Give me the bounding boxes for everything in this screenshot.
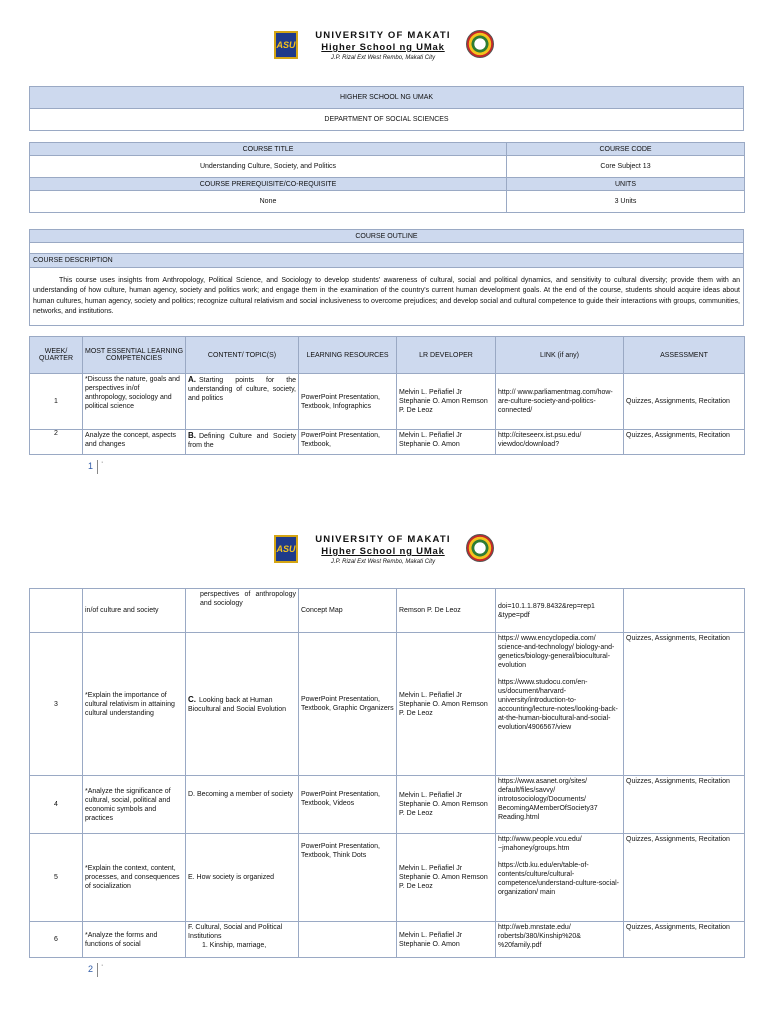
umak-seal-logo <box>466 534 494 562</box>
assessment-cell: Quizzes, Assignments, Recitation <box>624 776 745 834</box>
course-info-table <box>29 142 745 213</box>
resources-cell: PowerPoint Presentation, Textbook, Think Dots <box>299 834 397 922</box>
prereq-value: None <box>30 191 507 213</box>
asu-logo: ASU <box>274 31 298 59</box>
developer-cell: Melvin L. Peñafiel Jr Stephanie O. Amon Remson P. De Leoz <box>397 834 496 922</box>
col-assessment: ASSESSMENT <box>624 337 745 374</box>
table-row <box>30 922 745 958</box>
content-cell <box>186 633 299 776</box>
school-name: Higher School ng UMak <box>321 546 445 557</box>
outline-table-page-1 <box>29 336 745 455</box>
week-cell: 1 <box>30 374 83 430</box>
university-name: UNIVERSITY OF MAKATI <box>315 534 451 545</box>
units-label: UNITS <box>507 178 745 191</box>
page-number-divider <box>97 460 98 474</box>
table-row <box>30 633 745 776</box>
col-competencies: MOST ESSENTIAL LEARNING COMPETENCIES <box>83 337 186 374</box>
developer-cell: Melvin L. Peñafiel Jr Stephanie O. Amon <box>397 922 496 958</box>
competency-cell: *Explain the context, content, processes, and consequences of socialization <box>83 834 186 922</box>
umak-seal-logo <box>466 30 494 58</box>
address: J.P. Rizal Ext West Rembo, Makati City <box>330 55 436 61</box>
content-text: Defining Culture and Society from the <box>188 433 296 449</box>
units-value: 3 Units <box>507 191 745 213</box>
week-cell: 5 <box>30 834 83 922</box>
resources-cell: PowerPoint Presentation, Textbook, Videos <box>299 776 397 834</box>
content-text: F. Cultural, Social and Political Institutions <box>188 924 283 940</box>
link-cell[interactable]: doi=10.1.1.879.8432&rep=rep1 &type=pdf <box>496 589 624 633</box>
content-cell: E. How society is organized <box>186 834 299 922</box>
link-cell[interactable]: https://www.asanet.org/sites/ default/files/savvy/ introtosociology/Documents/ BecomingAMemberOfSociety37 Reading.html <box>496 776 624 834</box>
assessment-cell: Quizzes, Assignments, Recitation <box>624 834 745 922</box>
assessment-cell: Quizzes, Assignments, Recitation <box>624 633 745 776</box>
banner-department: DEPARTMENT OF SOCIAL SCIENCES <box>30 109 744 131</box>
course-outline-heading: COURSE OUTLINE <box>30 230 744 243</box>
competency-cell: Analyze the concept, aspects and changes <box>83 430 186 455</box>
content-cell: D. Becoming a member of society <box>186 776 299 834</box>
course-title-label: COURSE TITLE <box>30 143 507 156</box>
page-header-1 <box>0 28 768 68</box>
link-text-2[interactable]: https://ctb.ku.edu/en/table-of-contents/culture/cultural-competence/understand-culture-social-organization/ main <box>498 862 620 896</box>
page-header-2 <box>0 532 768 572</box>
course-description-label: COURSE DESCRIPTION <box>30 254 744 268</box>
page-number-1: 1 <box>88 461 94 471</box>
course-title: Understanding Culture, Society, and Politics <box>30 156 507 178</box>
university-name: UNIVERSITY OF MAKATI <box>315 30 451 41</box>
link-cell[interactable]: http:// www.parliamentmag.com/how-are-culture-society-and-politics-connected/ <box>496 374 624 430</box>
school-name: Higher School ng UMak <box>321 42 445 53</box>
week-cell: 3 <box>30 633 83 776</box>
col-week: WEEK/ QUARTER <box>30 337 83 374</box>
week-cell: 2 <box>30 430 83 455</box>
resources-cell: PowerPoint Presentation, Textbook, Graphic Organizers <box>299 633 397 776</box>
resources-cell: PowerPoint Presentation, Textbook, Infographics <box>299 374 397 430</box>
link-text[interactable]: http://www.people.vcu.edu/ ~jmahoney/groups.htm <box>498 836 582 852</box>
content-cell <box>186 374 299 430</box>
table-row <box>30 374 745 430</box>
content-subitem: 1. Kinship, marriage, <box>202 942 267 949</box>
content-text: Looking back at Human Biocultural and Social Evolution <box>188 696 287 713</box>
developer-cell: Melvin L. Peñafiel Jr Stephanie O. Amon Remson P. De Leoz <box>397 776 496 834</box>
developer-cell: Melvin L. Peñafiel Jr Stephanie O. Amon Remson P. De Leoz <box>397 374 496 430</box>
content-cell <box>186 430 299 455</box>
table-row <box>30 834 745 922</box>
link-cell[interactable]: http://citeseerx.ist.psu.edu/ viewdoc/download? <box>496 430 624 455</box>
link-cell[interactable] <box>496 834 624 922</box>
content-cell <box>186 922 299 958</box>
content-letter: B. <box>188 431 196 440</box>
assessment-cell <box>624 589 745 633</box>
col-content: CONTENT/ TOPIC(S) <box>186 337 299 374</box>
address: J.P. Rizal Ext West Rembo, Makati City <box>330 559 436 565</box>
resources-cell: PowerPoint Presentation, Textbook, <box>299 430 397 455</box>
content-text: Starting points for the understanding of culture, society, and politics <box>188 377 296 402</box>
assessment-cell: Quizzes, Assignments, Recitation <box>624 430 745 455</box>
content-cell: perspectives of anthropology and sociology <box>186 589 299 633</box>
outline-table-page-2 <box>29 588 745 958</box>
table-row <box>30 430 745 455</box>
week-cell: 6 <box>30 922 83 958</box>
developer-cell: Melvin L. Peñafiel Jr Stephanie O. Amon <box>397 430 496 455</box>
link-cell[interactable] <box>496 633 624 776</box>
competency-cell: *Discuss the nature, goals and perspectives in/of anthropology, sociology and political science <box>83 374 186 430</box>
course-description: This course uses insights from Anthropology, Political Science, and Sociology to develop students' awareness of cultural, social and political dynamics, and sensitivity to cultural diversity; provide them with an understanding of how culture, human agency, society and politics work; and engage them in the examination of the country's current human development goals. At the end of the course, students should acquire ideas about human cultures, human agency, society and politics; recognize cultural relativism and social inclusiveness to overcome prejudices; and develop social and cultural competence to guide their interactions with groups, communities, networks, and institutions. <box>30 268 744 326</box>
competency-cell: *Explain the importance of cultural relativism in attaining cultural understanding <box>83 633 186 776</box>
link-text[interactable]: https:// www.encyclopedia.com/ science-and-technology/ biology-and-genetics/biology-general/biocultural-evolution <box>498 635 615 669</box>
col-resources: LEARNING RESOURCES <box>299 337 397 374</box>
col-link: LINK (if any) <box>496 337 624 374</box>
assessment-cell: Quizzes, Assignments, Recitation <box>624 922 745 958</box>
asu-logo: ASU <box>274 535 298 563</box>
course-outline-table <box>29 229 744 326</box>
week-cell <box>30 589 83 633</box>
content-letter: A. <box>188 375 196 384</box>
link-cell[interactable]: http://web.mnstate.edu/ robertsb/380/Kinship%20& %20family.pdf <box>496 922 624 958</box>
developer-cell: Melvin L. Peñafiel Jr Stephanie O. Amon Remson P. De Leoz <box>397 633 496 776</box>
competency-cell: *Analyze the forms and functions of social <box>83 922 186 958</box>
prereq-label: COURSE PREREQUISITE/CO-REQUISITE <box>30 178 507 191</box>
page-mark: · <box>101 962 104 969</box>
content-letter: C. <box>188 694 196 704</box>
col-developer: LR DEVELOPER <box>397 337 496 374</box>
developer-cell: Remson P. De Leoz <box>397 589 496 633</box>
course-code: Core Subject 13 <box>507 156 745 178</box>
course-code-label: COURSE CODE <box>507 143 745 156</box>
competency-cell: in/of culture and society <box>83 589 186 633</box>
competency-cell: *Analyze the significance of cultural, social, political and economic symbols and practices <box>83 776 186 834</box>
assessment-cell: Quizzes, Assignments, Recitation <box>624 374 745 430</box>
banner-table <box>29 86 744 131</box>
week-cell: 4 <box>30 776 83 834</box>
page-mark: · <box>101 459 104 466</box>
table-row <box>30 776 745 834</box>
resources-cell <box>299 922 397 958</box>
page-number-2: 2 <box>88 964 94 974</box>
banner-school: HIGHER SCHOOL NG UMAK <box>30 87 744 109</box>
page-number-divider <box>97 963 98 977</box>
table-row <box>30 589 745 633</box>
link-text-2[interactable]: https://www.studocu.com/en-us/document/harvard-university/introduction-to-accounting/lecture-notes/looking-back-at-the-human-biocultural-and-social-evolution/4906567/view <box>498 679 618 731</box>
resources-cell: Concept Map <box>299 589 397 633</box>
